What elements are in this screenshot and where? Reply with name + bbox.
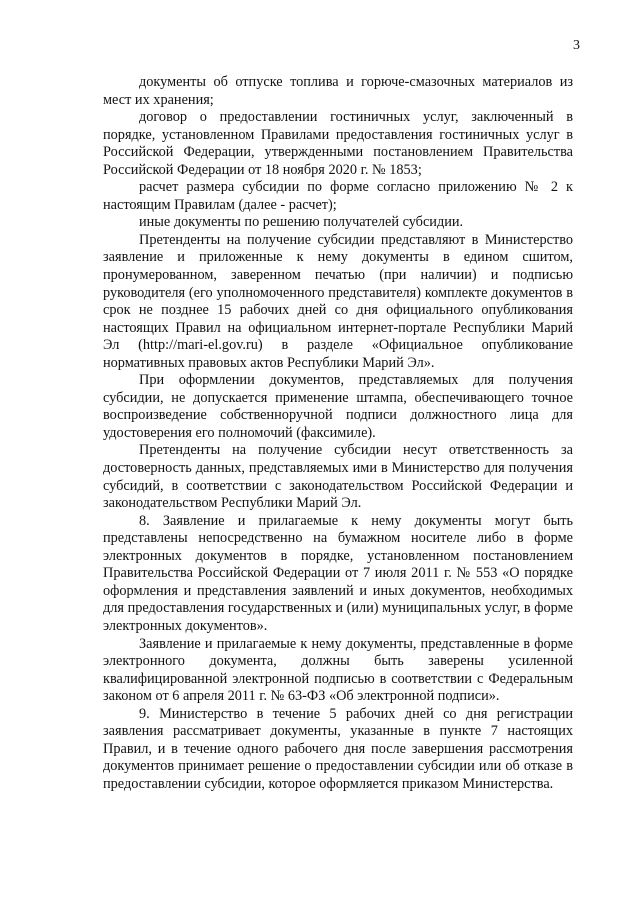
- paragraph-no-facsimile: При оформлении документов, представляемых для получения субсидии, не допускается применение штампа, обеспечивающего точное воспроизведение собственноручной подписи должностного лица для удостоверения его полномочий (факсимиле).: [103, 372, 573, 441]
- paragraph-electronic-signature: Заявление и прилагаемые к нему документы, представленные в форме электронного документа, должны быть заверены усиленной квалифицированной электронной подписью в соответствии с Федеральным законом от 6 апреля 2011 г. № 63-ФЗ «Об электронной подписи».: [103, 635, 573, 705]
- page-number: 3: [573, 38, 580, 53]
- paragraph-subsidy-calculation: расчет размера субсидии по форме согласно приложению № 2 к настоящим Правилам (далее - расчет);: [103, 179, 573, 213]
- paragraph-hotel-contract: договор о предоставлении гостиничных услуг, заключенный в порядке, установленном Правилами предоставления гостиничных услуг в Российской Федерации, утвержденными постановлением Правительства Российской Федерации от 18 ноября 2020 г. № 1853;: [103, 109, 573, 178]
- paragraph-item-9: 9. Министерство в течение 5 рабочих дней со дня регистрации заявления рассматривает документы, указанные в пункте 7 настоящих Правил, и в течение одного рабочего дня после завершения рассмотрения документов принимает решение о предоставлении субсидии или об отказе в предоставлении субсидии, которое оформляется приказом Министерства.: [103, 705, 573, 792]
- paragraph-other-documents: иные документы по решению получателей субсидии.: [139, 214, 464, 231]
- paragraph-item-8: 8. Заявление и прилагаемые к нему документы могут быть представлены непосредственно на бумажном носителе либо в форме электронных документов в порядке, установленном постановлением Правительства Российской Федерации от 7 июля 2011 г. № 553 «О порядке оформления и представления заявлений и иных документов, необходимых для предоставления государственных и (или) муниципальных услуг, в форме электронных документов».: [103, 512, 573, 634]
- paragraph-applicants-submit: Претенденты на получение субсидии представляют в Министерство заявление и приложенные к нему документы в едином сшитом, пронумерованном, заверенном печатью (при наличии) и подписью руководителя (его уполномоченного представителя) комплекте документов в срок не позднее 15 рабочих дней со дня официального опубликования настоящих Правил на официальном интернет-портале Республики Марий Эл (http://mari-el.gov.ru) в разделе «Официальное опубликование нормативных правовых актов Республики Марий Эл».: [103, 231, 573, 371]
- paragraph-applicants-responsibility: Претенденты на получение субсидии несут ответственность за достоверность данных, представляемых ими в Министерство для получения субсидий, в соответствии с законодательством Российской Федерации и законодательством Республики Марий Эл.: [103, 442, 573, 512]
- paragraph-fuel-documents: документы об отпуске топлива и горюче-смазочных материалов из мест их хранения;: [103, 74, 573, 108]
- document-body: [103, 74, 573, 793]
